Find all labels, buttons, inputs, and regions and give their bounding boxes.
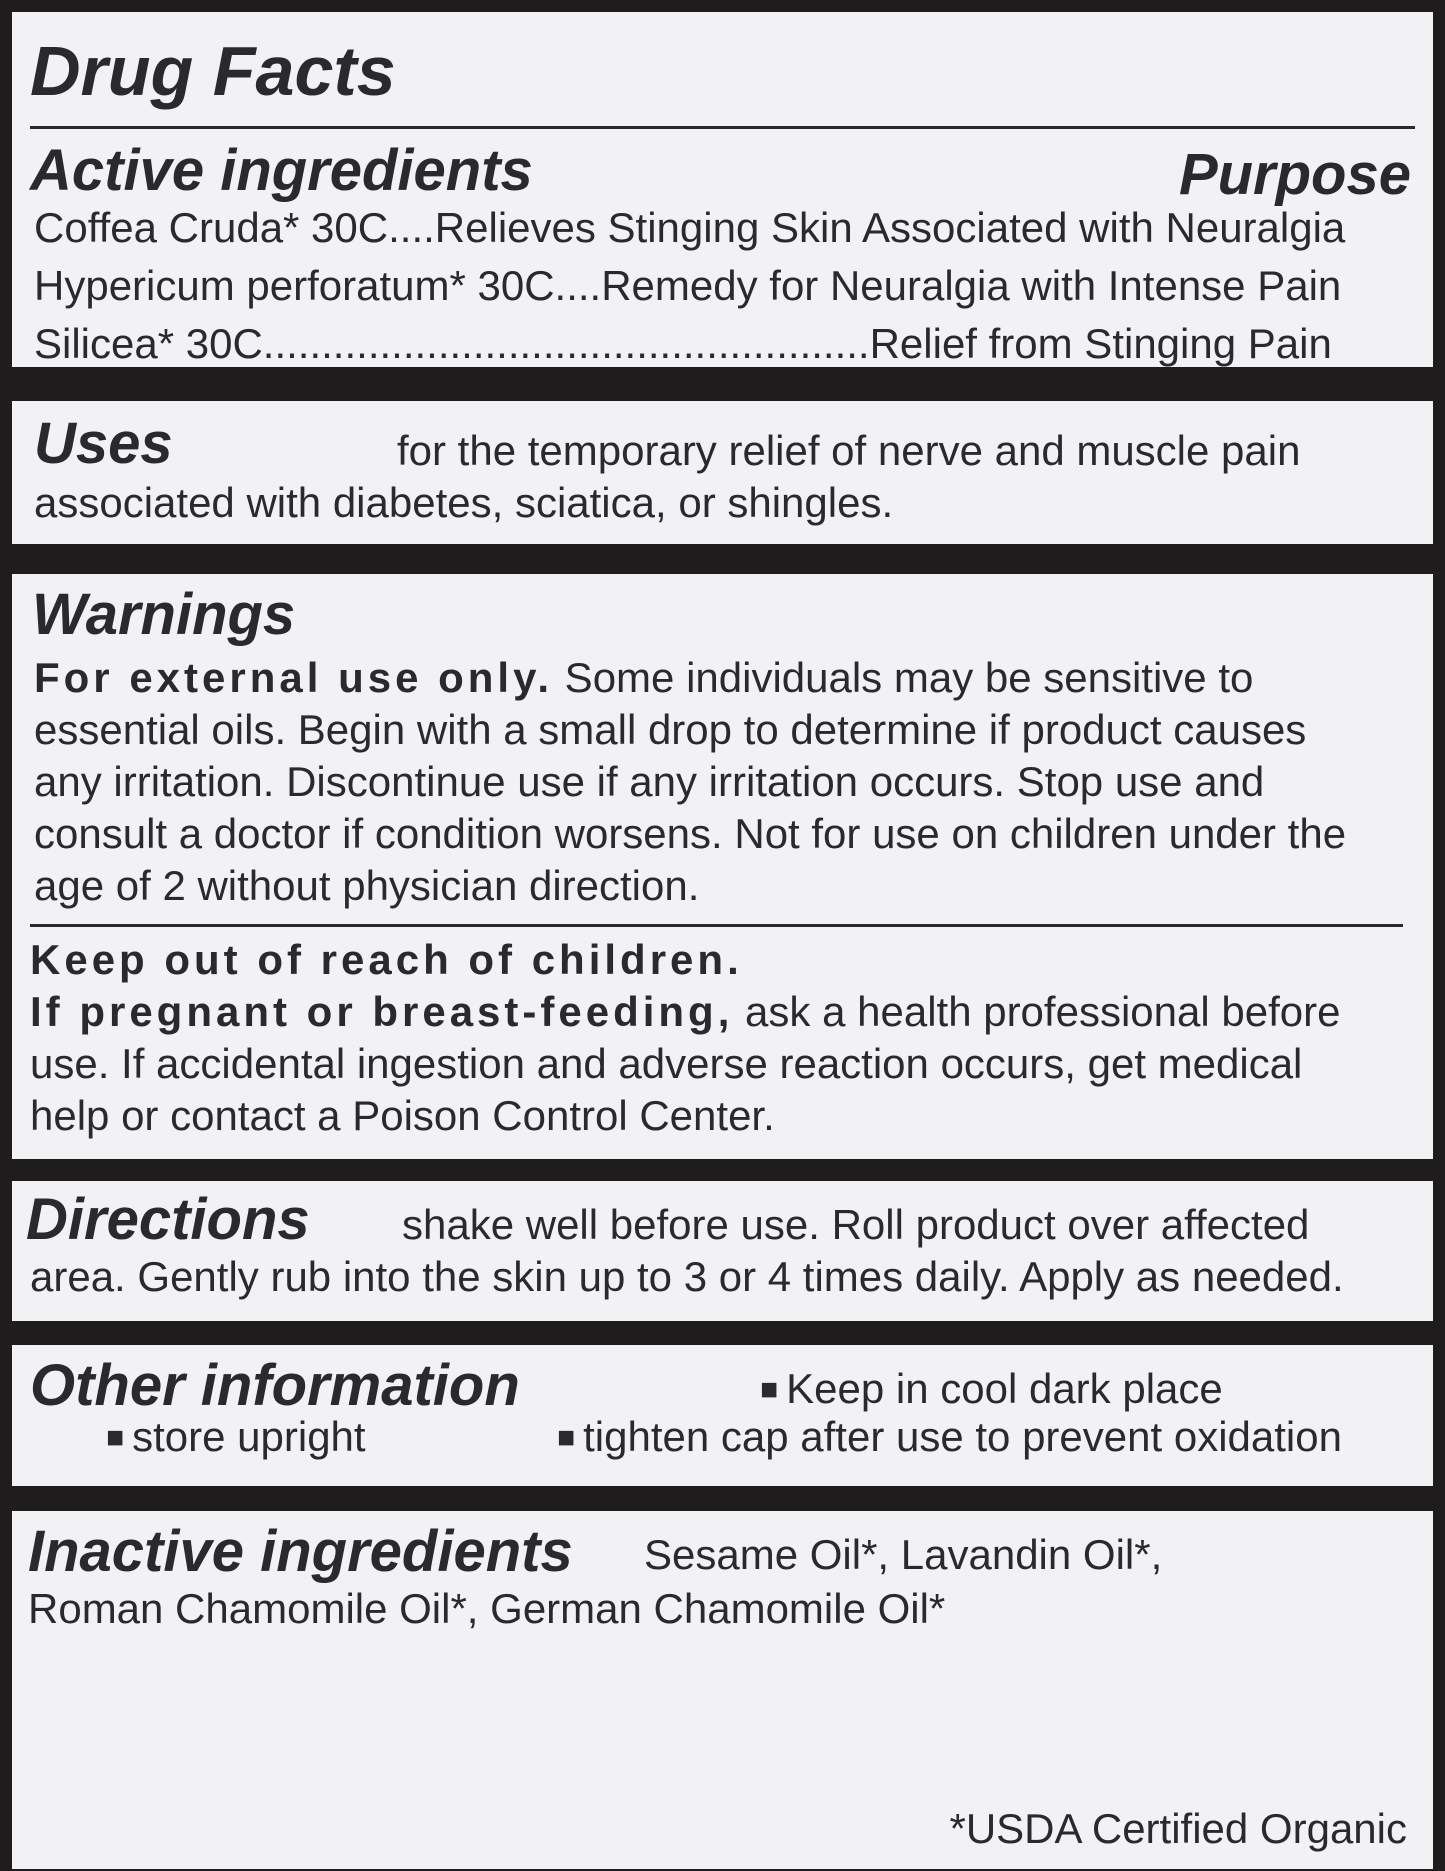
active-ingredient-row bbox=[34, 318, 1332, 370]
inactive-text-line: Roman Chamomile Oil*, German Chamomile Oil* bbox=[28, 1585, 946, 1632]
ingredient-name: Hypericum perforatum* 30C bbox=[34, 262, 555, 309]
warnings-panel bbox=[12, 574, 1433, 1159]
warnings-heading: Warnings bbox=[32, 582, 296, 647]
active-ingredient-row bbox=[34, 202, 1345, 254]
bullet-square-icon: ■ bbox=[760, 1373, 779, 1406]
ingredient-purpose: Relief from Stinging Pain bbox=[869, 320, 1332, 367]
warnings-text-line: any irritation. Discontinue use if any irritation occurs. Stop use and bbox=[34, 758, 1265, 805]
drug-facts-panel bbox=[12, 12, 1433, 367]
external-use-label: For external use only. bbox=[34, 654, 554, 701]
dot-leader: .... bbox=[554, 262, 602, 309]
uses-panel bbox=[12, 401, 1433, 544]
dot-leader: .... bbox=[388, 204, 435, 251]
organic-footnote: *USDA Certified Organic bbox=[949, 1805, 1407, 1852]
drug-facts-title: Drug Facts bbox=[30, 32, 396, 110]
directions-text-line: shake well before use. Roll product over affected bbox=[402, 1201, 1310, 1248]
title-divider bbox=[30, 126, 1415, 129]
inactive-ingredients-panel bbox=[12, 1511, 1433, 1869]
warnings-text-line: For external use only. Some individuals may be sensitive to bbox=[34, 654, 1254, 701]
purpose-heading: Purpose bbox=[1178, 142, 1411, 207]
bullet-square-icon: ■ bbox=[557, 1421, 576, 1454]
warnings-divider bbox=[30, 924, 1403, 927]
other-info-item: ■ tighten cap after use to prevent oxidation bbox=[557, 1413, 1342, 1460]
directions-heading: Directions bbox=[26, 1187, 310, 1252]
ingredient-purpose: Relieves Stinging Skin Associated with Neuralgia bbox=[434, 204, 1346, 251]
other-information-panel bbox=[12, 1345, 1433, 1486]
warnings-text-line: help or contact a Poison Control Center. bbox=[30, 1092, 775, 1139]
inactive-ingredients-heading: Inactive ingredients bbox=[28, 1519, 573, 1584]
other-info-item: ■ store upright bbox=[106, 1413, 366, 1460]
warnings-text-line: consult a doctor if condition worsens. Not for use on children under the bbox=[34, 810, 1347, 857]
pregnant-label: If pregnant or breast-feeding, bbox=[30, 988, 734, 1035]
other-info-item: ■ Keep in cool dark place bbox=[760, 1365, 1223, 1412]
active-ingredient-row bbox=[34, 260, 1341, 312]
bullet-square-icon: ■ bbox=[106, 1421, 125, 1454]
uses-text-line: associated with diabetes, sciatica, or shingles. bbox=[34, 479, 894, 526]
warnings-text-line: age of 2 without physician direction. bbox=[34, 862, 700, 909]
ingredient-purpose: Remedy for Neuralgia with Intense Pain bbox=[601, 262, 1342, 309]
dot-leader: .................................................... bbox=[262, 320, 870, 367]
directions-panel bbox=[12, 1181, 1433, 1321]
directions-text-line: area. Gently rub into the skin up to 3 or 4 times daily. Apply as needed. bbox=[30, 1253, 1344, 1300]
other-information-heading: Other information bbox=[30, 1353, 520, 1418]
warnings-text-line: use. If accidental ingestion and adverse reaction occurs, get medical bbox=[30, 1040, 1303, 1087]
uses-text-line: for the temporary relief of nerve and muscle pain bbox=[397, 427, 1301, 474]
warnings-text-line: If pregnant or breast-feeding, ask a health professional before bbox=[30, 988, 1341, 1035]
keep-out-of-reach-label: Keep out of reach of children. bbox=[30, 936, 743, 983]
ingredient-name: Coffea Cruda* 30C bbox=[34, 204, 389, 251]
ingredient-name: Silicea* 30C bbox=[34, 320, 263, 367]
uses-heading: Uses bbox=[34, 411, 173, 476]
inactive-text-line: Sesame Oil*, Lavandin Oil*, bbox=[644, 1531, 1163, 1578]
warnings-text-line: essential oils. Begin with a small drop to determine if product causes bbox=[34, 706, 1307, 753]
active-ingredients-heading: Active ingredients bbox=[30, 138, 533, 203]
